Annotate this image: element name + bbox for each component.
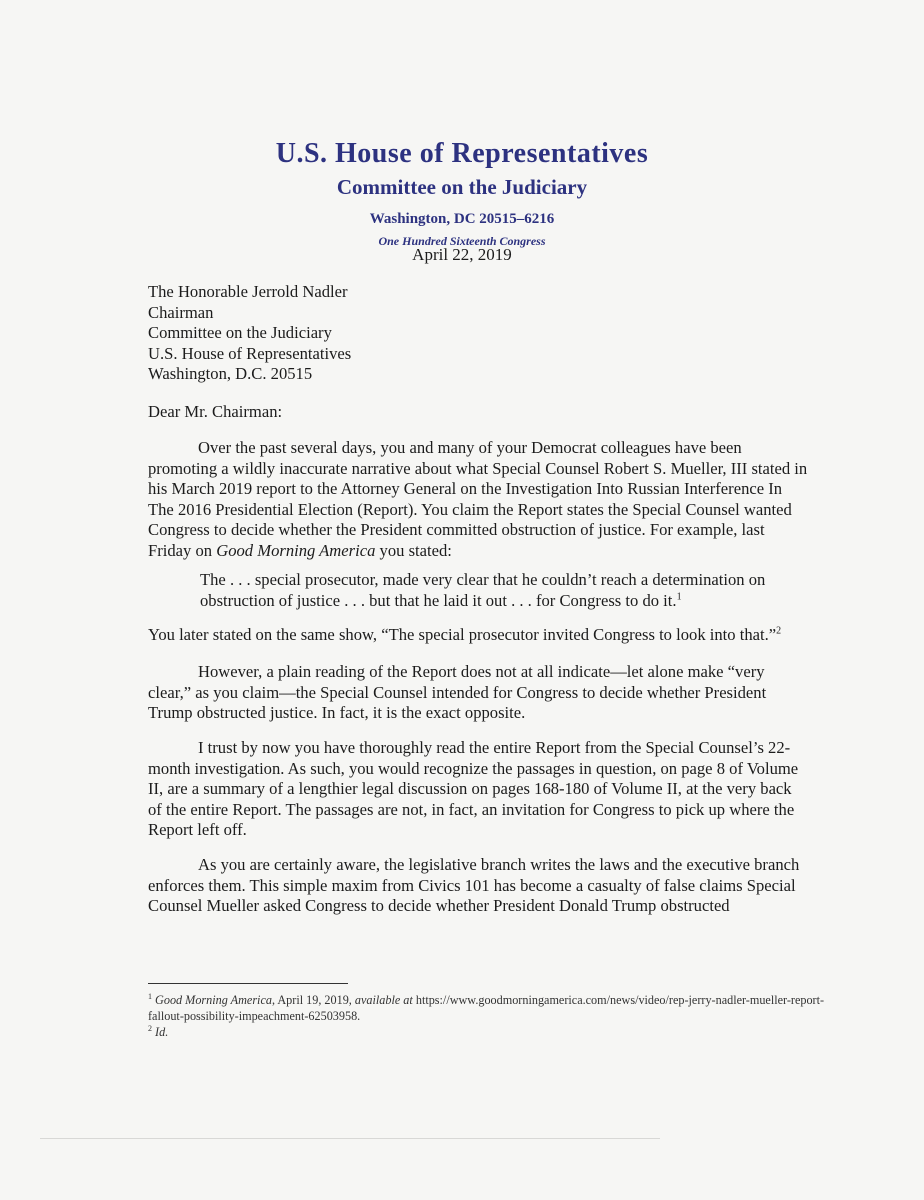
footnotes bbox=[148, 992, 828, 1040]
paragraph-1-text: Over the past several days, you and many of your Democrat colleagues have been promoting a wildly inaccurate narrative about what Special Counsel Robert S. Mueller, III stated in his March 2019 report to the Attorney General on the Investigation Into Russian Interference In The 2016 Presidential Election (Report). You claim the Report states the Special Counsel wanted Congress to decide whether the President committed obstruction of justice. For example, last Friday on bbox=[148, 438, 808, 560]
letterhead bbox=[0, 136, 924, 250]
letter-date: April 22, 2019 bbox=[412, 245, 512, 264]
footnote-divider bbox=[148, 983, 348, 984]
later-statement-text: You later stated on the same show, “The special prosecutor invited Congress to look into that.” bbox=[148, 625, 777, 644]
later-statement bbox=[148, 625, 808, 646]
letterhead-house-title: U.S. House of Representatives bbox=[275, 138, 649, 169]
paragraph-3: I trust by now you have thoroughly read the entire Report from the Special Counsel’s 22-month investigation. As such, you would recognize the passages in question, on page 8 of Volume II, are a summary of a lengthier legal discussion on pages 168-180 of Volume II, at the very back of the entire Report. The passages are not, in fact, an invitation for Congress to pick up where the Report left off. bbox=[148, 738, 799, 839]
address-line: Washington, D.C. 20515 bbox=[148, 364, 313, 383]
recipient-address bbox=[148, 282, 808, 385]
paragraph-1 bbox=[148, 438, 808, 561]
address-line: U.S. House of Representatives bbox=[148, 343, 352, 363]
address-line: Committee on the Judiciary bbox=[148, 323, 332, 342]
footnote-1-source: Good Morning America bbox=[155, 993, 272, 1007]
address-line: Chairman bbox=[148, 302, 214, 322]
footnote-1-number: 1 bbox=[148, 991, 152, 1001]
salutation: Dear Mr. Chairman: bbox=[148, 402, 283, 421]
footnote-1 bbox=[148, 992, 828, 1024]
footnote-1-available: available at bbox=[354, 993, 413, 1007]
block-quote bbox=[200, 570, 800, 611]
footnote-ref-1: 1 bbox=[676, 590, 682, 602]
footnote-2-text: Id. bbox=[155, 1025, 169, 1039]
footnote-2 bbox=[148, 1024, 828, 1040]
paragraph-1-tail: you stated: bbox=[375, 540, 452, 560]
footnote-1-date: , April 19, 2019, bbox=[271, 993, 355, 1007]
footnote-1-url: https://www.goodmorningamerica.com/news/video/rep-jerry-nadler-mueller-report-fallout-possibility-impeachment-62503958. bbox=[148, 993, 825, 1023]
quote-text: The . . . special prosecutor, made very clear that he couldn’t reach a determination on obstruction of justice . . . but that he laid it out . . . for Congress to do it. bbox=[200, 570, 766, 610]
letterhead-congress: One Hundred Sixteenth Congress bbox=[378, 234, 546, 248]
page-edge-shadow bbox=[40, 1138, 660, 1139]
paragraph-2: However, a plain reading of the Report does not at all indicate—let alone make “very clear,” as you claim—the Special Counsel intended for Congress to decide whether President Trump obstructed justice. In fact, it is the exact opposite. bbox=[148, 662, 767, 722]
footnote-ref-2: 2 bbox=[776, 625, 782, 637]
letterhead-committee: Committee on the Judiciary bbox=[336, 175, 588, 199]
paragraph-4: As you are certainly aware, the legislative branch writes the laws and the executive branch enforces them. This simple maxim from Civics 101 has become a casualty of false claims Special Counsel Mueller asked Congress to decide whether President Donald Trump obstructed bbox=[148, 855, 800, 915]
address-line: The Honorable Jerrold Nadler bbox=[148, 282, 348, 301]
letterhead-address: Washington, DC 20515–6216 bbox=[369, 211, 555, 227]
show-title: Good Morning America bbox=[216, 540, 376, 560]
footnote-2-number: 2 bbox=[148, 1023, 152, 1033]
